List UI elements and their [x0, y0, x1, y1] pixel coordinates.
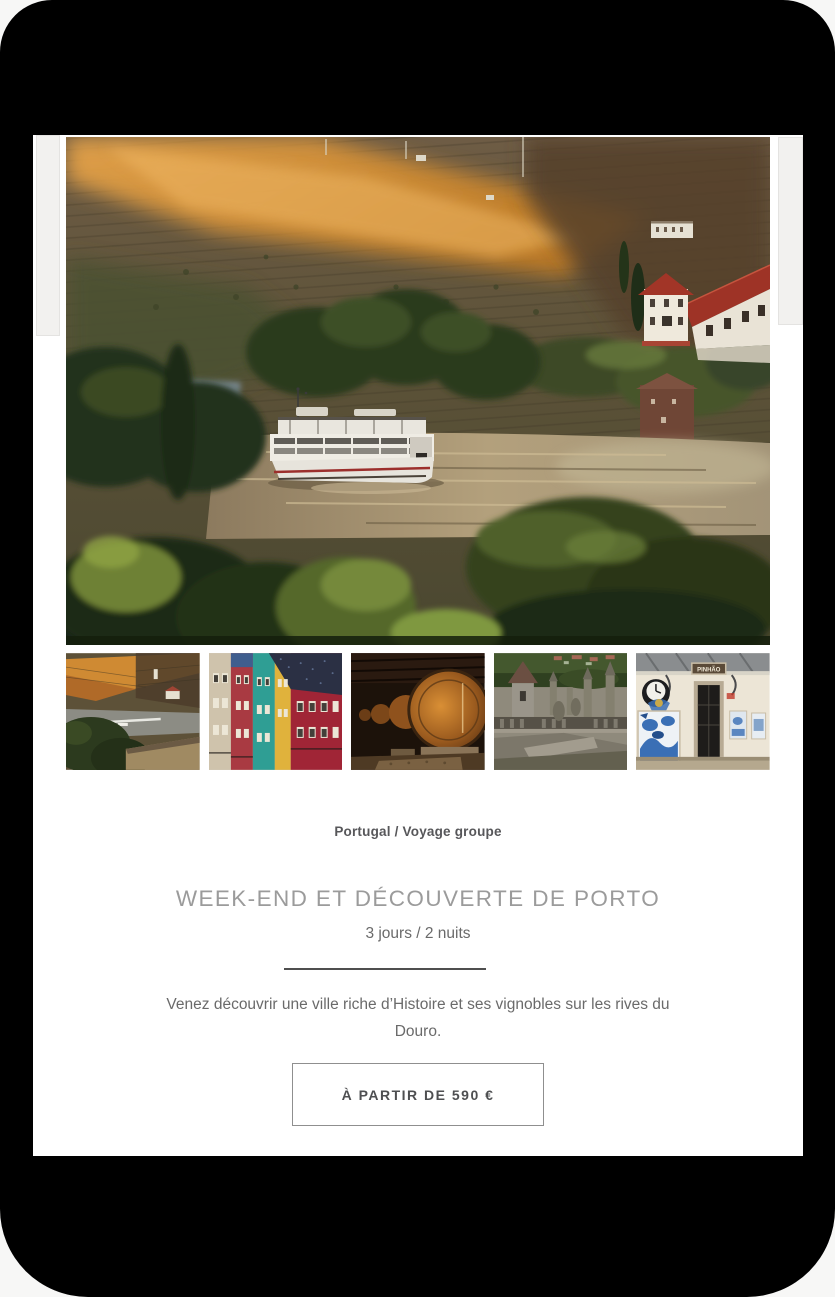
stone-garden-thumb-illustration	[494, 653, 628, 770]
breadcrumb-separator: /	[390, 824, 403, 839]
porto-houses-thumb-illustration	[209, 653, 343, 770]
breadcrumb-item-portugal[interactable]: Portugal	[334, 824, 391, 839]
thumbnail-douro-valley[interactable]	[66, 653, 200, 770]
gallery-next-slide-placeholder[interactable]	[778, 137, 803, 325]
trip-description-text: Venez découvrir une ville riche d’Histoire et ses vignobles sur les rives du Douro.	[166, 996, 670, 1040]
thumbnail-pinhao-station[interactable]	[636, 653, 770, 770]
price-button[interactable]: À PARTIR DE 590 €	[292, 1063, 544, 1126]
gallery-prev-slide-placeholder[interactable]	[36, 135, 60, 336]
breadcrumb-item-voyage-groupe[interactable]: Voyage groupe	[402, 824, 502, 839]
thumbnail-porto-houses[interactable]	[209, 653, 343, 770]
svg-text:PINHÃO: PINHÃO	[697, 667, 721, 674]
douro-valley-thumb-illustration	[66, 653, 200, 770]
breadcrumb	[66, 824, 770, 839]
thumbnail-stone-garden[interactable]	[494, 653, 628, 770]
webpage-screen	[33, 135, 803, 1156]
trip-description	[66, 991, 770, 1045]
wine-cellar-thumb-illustration	[351, 653, 485, 770]
gallery-thumbnails	[66, 653, 770, 770]
price-button-row	[66, 1063, 770, 1126]
trip-duration: 3 jours / 2 nuits	[365, 925, 471, 942]
title-divider	[284, 968, 486, 970]
page-title: WEEK-END ET DÉCOUVERTE DE PORTO	[175, 886, 661, 911]
thumbnail-wine-cellar[interactable]	[351, 653, 485, 770]
hero-image[interactable]	[66, 137, 770, 645]
pinhao-station-thumb-illustration	[636, 653, 770, 770]
